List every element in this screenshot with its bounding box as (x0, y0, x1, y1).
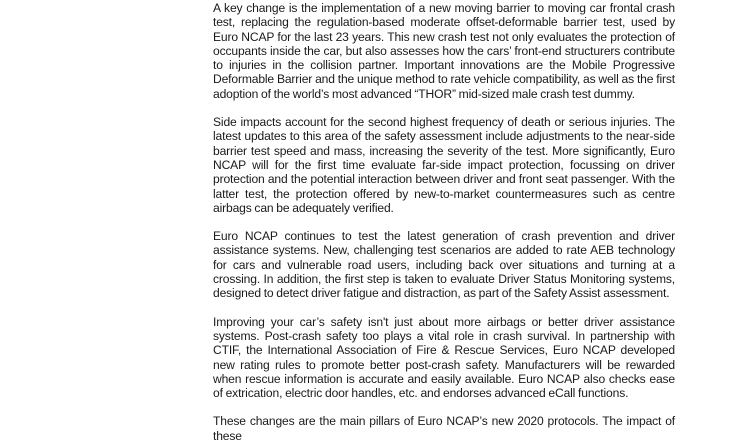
paragraph-post-crash-safety: Improving your car’s safety isn't just about more airbags or better driver assistance systems. Post-crash safety too plays a vital role in crash survival. In partnership with CTIF, the International Association of Fire & Rescue Services, Euro NCAP developed new rating rules to promote better post-crash safety. Manufacturers will be rewarded when rescue information is accurate and easily available. Euro NCAP also checks ease of extrication, electric door handles, etc. and endorses advanced eCall functions. (213, 314, 675, 401)
paragraph-crash-prevention: Euro NCAP continues to test the latest generation of crash prevention and driver assistance systems. New, challenging test scenarios are added to rate AEB technology for cars and vulnerable road users, including back over situations and turning at a crossing. In addition, the first step is taken to evaluate Driver Status Monitoring systems, designed to detect driver fatigue and distraction, as part of the Safety Assist assessment. (213, 229, 675, 301)
text-column (213, 1, 675, 443)
paragraph-protocols-2020: These changes are the main pillars of Euro NCAP’s new 2020 protocols. The impact of these (213, 414, 675, 443)
paragraph-side-impacts: Side impacts account for the second highest frequency of death or serious injuries. The latest updates to this area of the safety assessment include adjustments to the near-side barrier test speed and mass, increasing the severity of the test. More significantly, Euro NCAP will for the first time evaluate far-side impact protection, focussing on driver protection and the potential interaction between driver and front seat passenger. With the latter test, the protection offered by new-to-market countermeasures such as centre airbags can be adequately verified. (213, 115, 675, 215)
paragraph-frontal-crash-test: A key change is the implementation of a new moving barrier to moving car frontal crash test, replacing the regulation-based moderate offset-deformable barrier test, used by Euro NCAP for the last 23 years. This new crash test not only evaluates the protection of occupants inside the car, but also assesses how the cars’ front-end structurers contribute to injuries in the collision partner. Important innovations are the Mobile Progressive Deformable Barrier and the unique method to rate vehicle compatibility, as well as the first adoption of the world’s most advanced “THOR” mid-sized male crash test dummy. (213, 1, 675, 101)
